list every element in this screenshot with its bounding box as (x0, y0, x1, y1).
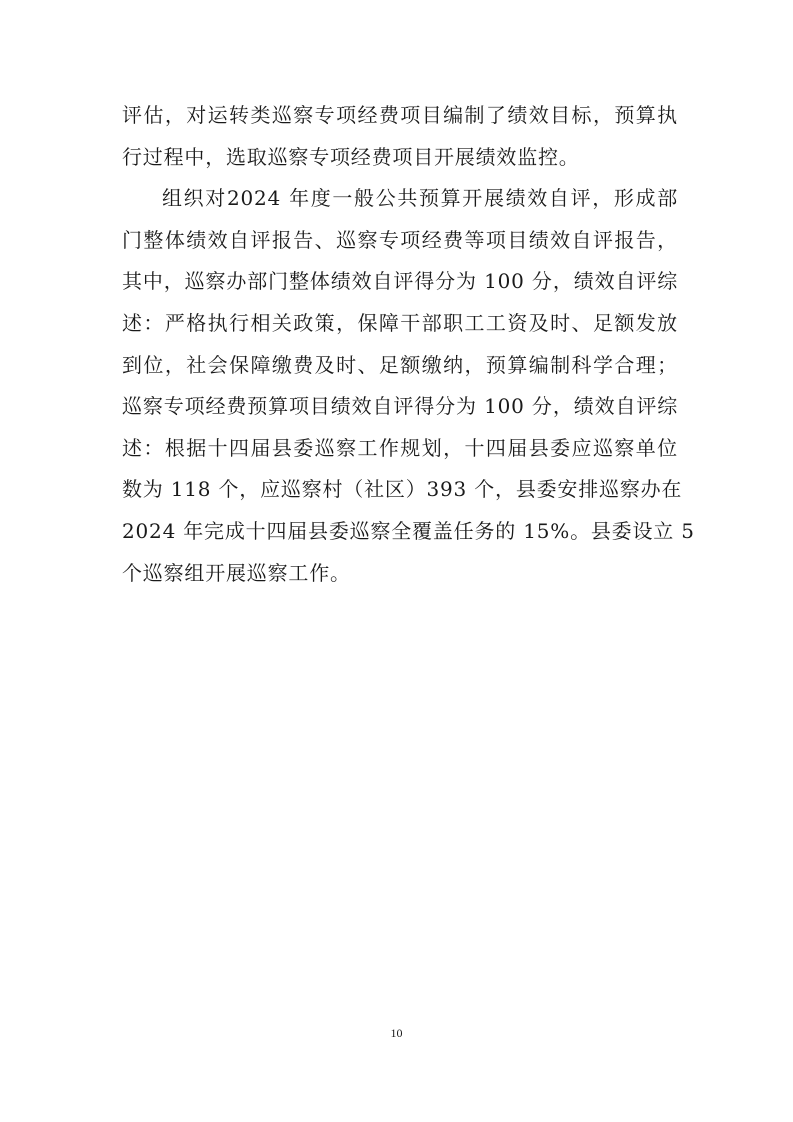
text-line: 述：严格执行相关政策，保障干部职工工资及时、足额发放 (122, 310, 678, 335)
text-line: 巡察专项经费预算项目绩效自评得分为 100 分，绩效自评综 (122, 394, 678, 419)
text-line: 述：根据十四届县委巡察工作规划，十四届县委应巡察单位 (122, 435, 678, 460)
text-line: 门整体绩效自评报告、巡察专项经费等项目绩效自评报告， (122, 227, 678, 252)
text-line: 到位，社会保障缴费及时、足额缴纳，预算编制科学合理； (122, 352, 678, 377)
text-line: 其中，巡察办部门整体绩效自评得分为 100 分，绩效自评综 (122, 269, 678, 294)
page-number: 10 (390, 1026, 403, 1040)
text-line: 2024 年完成十四届县委巡察全覆盖任务的 15%。县委设立 5 (122, 518, 695, 543)
text-line: 评估，对运转类巡察专项经费项目编制了绩效目标，预算执 (122, 103, 678, 127)
text-line: 组织对2024 年度一般公共预算开展绩效自评，形成部 (162, 186, 678, 211)
body-text (122, 95, 695, 594)
text-line: 数为 118 个，应巡察村（社区）393 个，县委安排巡察办在 (122, 477, 683, 502)
text-line: 个巡察组开展巡察工作。 (122, 560, 351, 585)
text-line: 行过程中，选取巡察专项经费项目开展绩效监控。 (122, 144, 580, 169)
